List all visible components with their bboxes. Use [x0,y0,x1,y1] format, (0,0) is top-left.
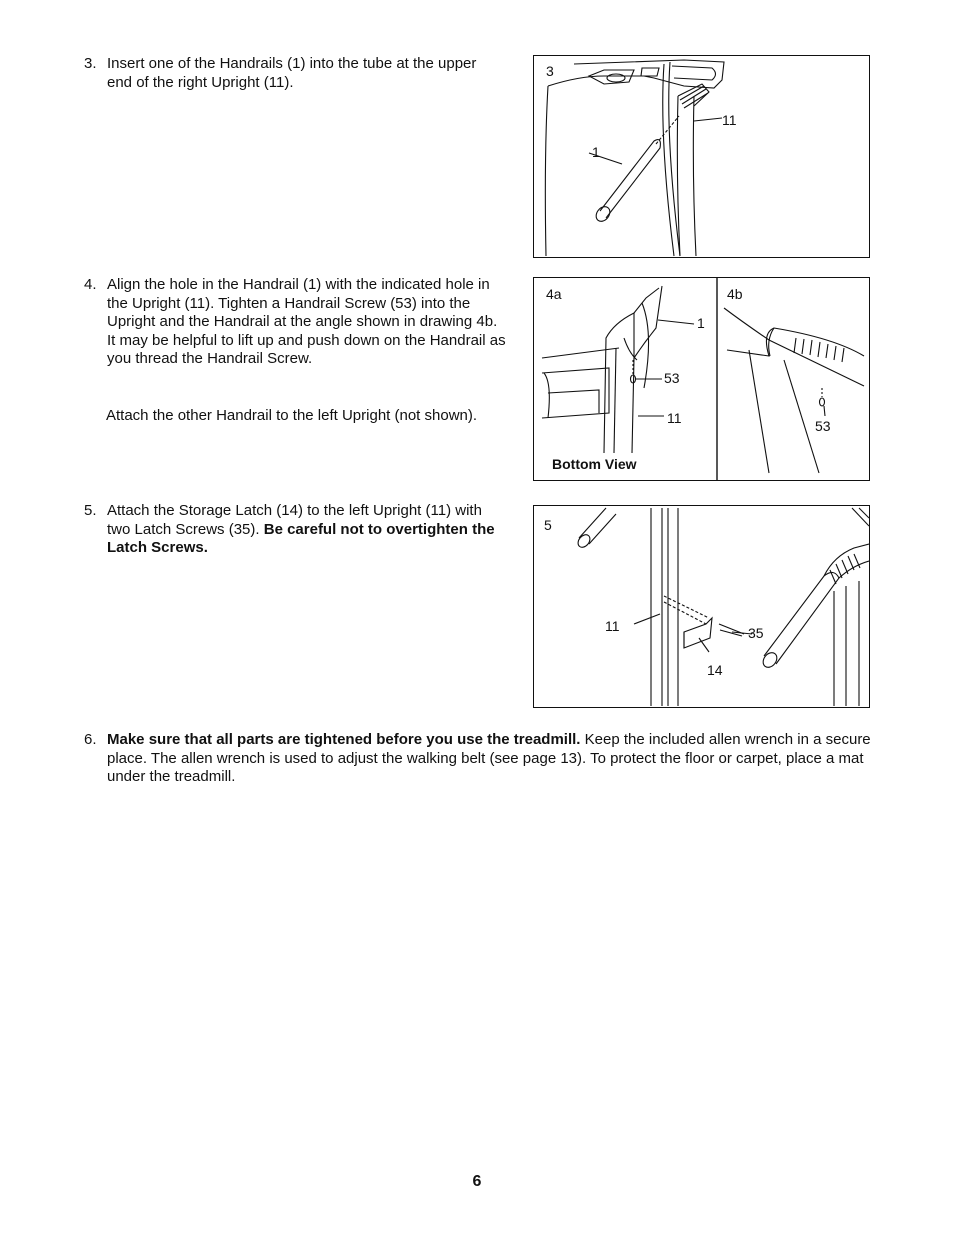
page-number: 6 [472,1173,482,1190]
figure-3 [533,55,870,258]
step-number: 4. [84,276,97,293]
step-text-plain: Attach the Storage Latch (14) to the left Upright (11) with two Latch Screws (35). [107,502,482,538]
figure-4-drawing [534,278,869,480]
figure-5 [533,505,870,708]
figure-4b-callout-53: 53 [815,418,831,434]
figure-4a-callout-11: 11 [667,410,682,426]
figure-3-id: 3 [546,63,554,79]
figure-3-callout-1: 1 [592,144,600,160]
step-text: Align the hole in the Handrail (1) with the indicated hole in the Upright (11). Tighten a Handrail Screw (53) into the Upright and the Handrail at the angle shown in drawing 4b. It may be helpful to lift up and push down on the Handrail as you thread the Handrail Screw. [107,276,506,368]
figure-5-drawing [534,506,869,707]
figure-5-callout-35: 35 [748,625,764,641]
step-text-plain: Keep the included allen wrench in a secure place. The allen wrench is used to adjust the walking belt (see page 13). To protect the floor or carpet, place a mat under the treadmill. [107,731,871,786]
step-text [107,502,502,558]
step-4-note: Attach the other Handrail to the left Upright (not shown). [106,407,478,424]
figure-4 [533,277,870,481]
step-text-bold: Be careful not to overtighten the Latch Screws. [107,520,495,557]
figure-3-drawing [534,56,869,257]
figure-4a-callout-1: 1 [697,315,705,331]
figure-3-callout-11: 11 [722,112,737,128]
step-text-bold: Make sure that all parts are tightened before you use the treadmill. [107,731,581,748]
figure-5-id: 5 [544,517,552,533]
figure-5-callout-11: 11 [605,618,620,634]
step-number: 3. [84,55,97,72]
figure-4b-id: 4b [727,286,743,302]
figure-4a-callout-53: 53 [664,370,680,386]
step-number: 6. [84,731,97,748]
step-text [107,731,872,787]
step-text: Insert one of the Handrails (1) into the tube at the upper end of the right Upright (11). [107,55,477,91]
figure-4a-id: 4a [546,286,562,302]
step-number: 5. [84,502,97,519]
figure-5-callout-14: 14 [707,662,723,678]
figure-4a-caption: Bottom View [552,456,637,472]
